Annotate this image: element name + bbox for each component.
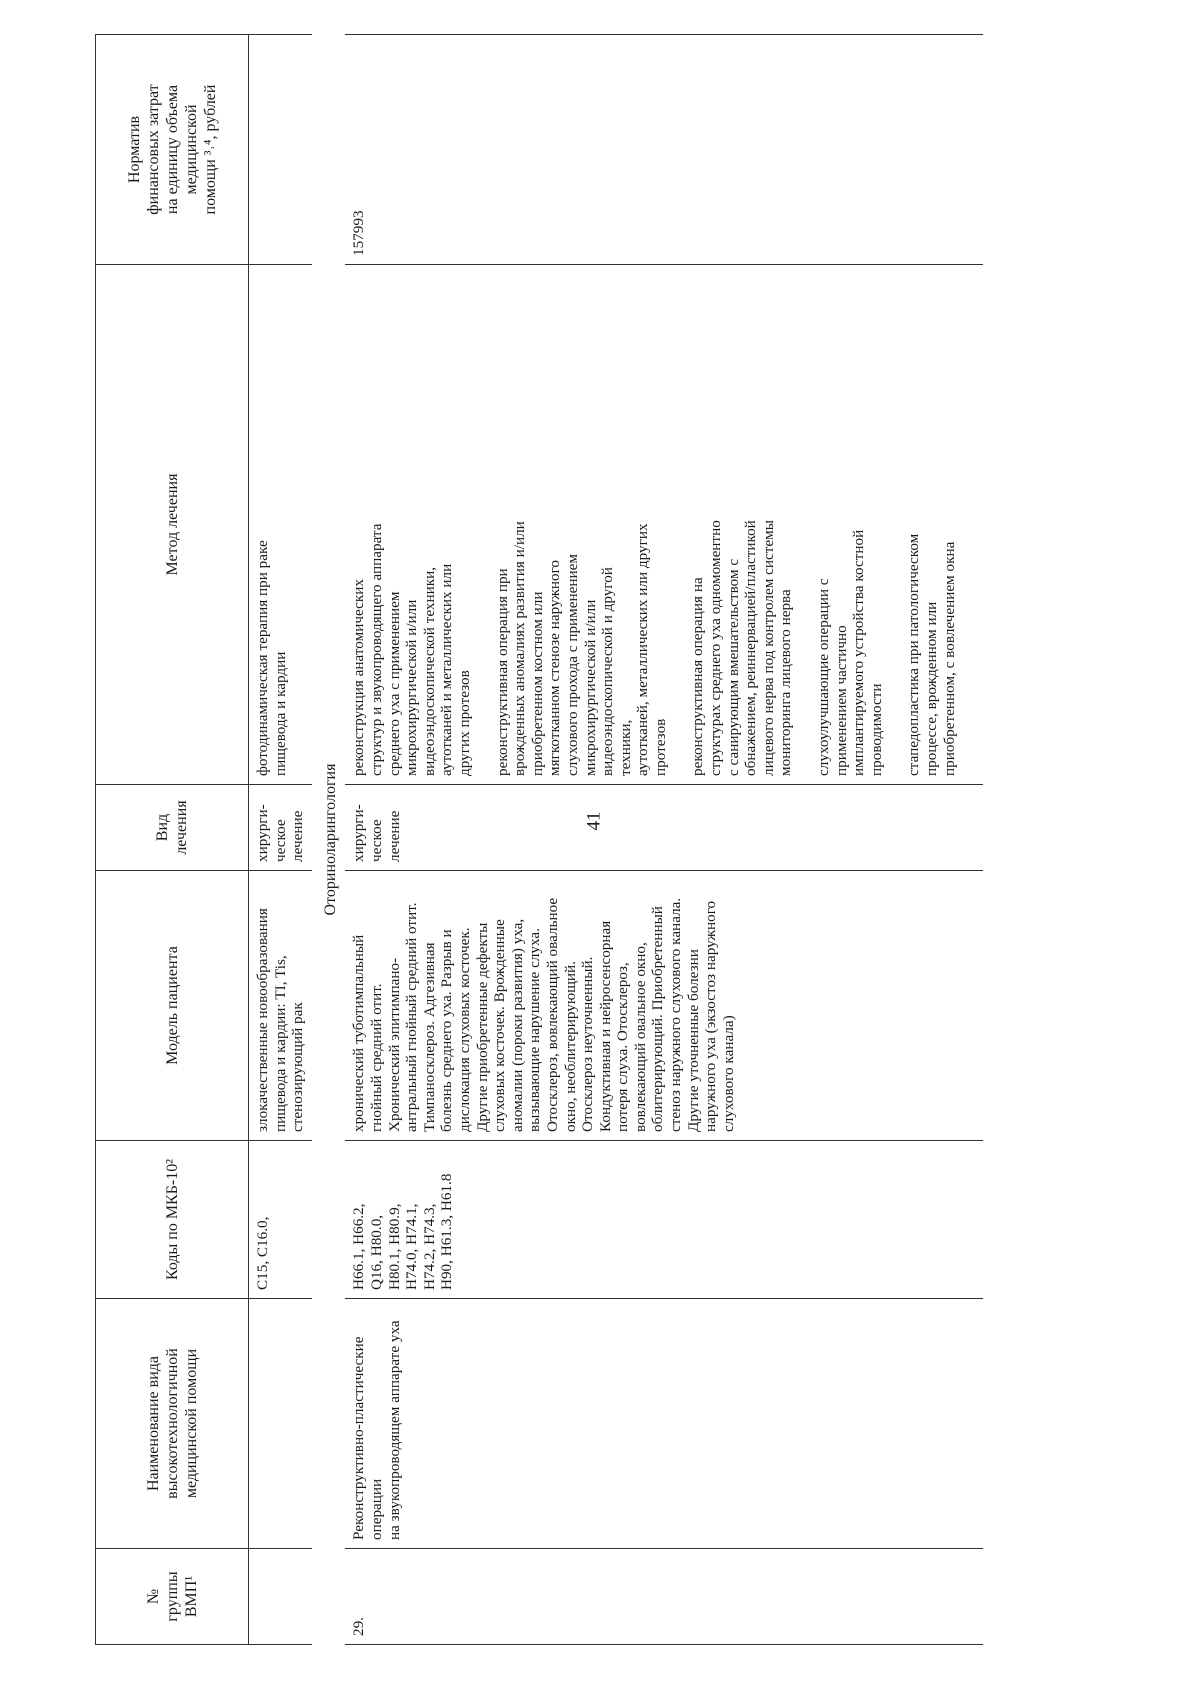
section-row (312, 35, 346, 1645)
method-item: стапедопластика при патологическом процессе, врожденном или приобретенном, с вовлечением окна (905, 533, 958, 776)
header-patient-model: Модель пациента (96, 871, 249, 1141)
header-vmp-name: Наименование вида высокотехнологичной медицинской помощи (96, 1299, 249, 1549)
cell-group-number: 29. (345, 1549, 983, 1645)
cell-treatment-method: фотодинамическая терапия при раке пищевода и кардии (249, 265, 312, 785)
section-title: Оториноларингология (321, 763, 339, 916)
table-row (345, 35, 983, 1645)
cell-treatment-kind: хирурги- ческое лечение (249, 785, 312, 871)
method-item: слухоулучшающие операции с применением частично имплантируемого устройства костной проводимости (815, 529, 885, 776)
table-header-row (96, 35, 249, 1645)
cell-treatment-method (345, 265, 983, 785)
cell-icd-codes: H66.1, H66.2, Q16, H80.0, H80.1, H80.9, H74.0, H74.1, H74.2, H74.3, H90, H61.3, H61.8 (345, 1141, 983, 1299)
header-icd-codes: Коды по МКБ-10² (96, 1141, 249, 1299)
cell-group-number (249, 1549, 312, 1645)
cell-icd-codes: C15, C16.0, (249, 1141, 312, 1299)
rotated-table-region (95, 35, 1200, 1645)
cell-vmp-name: Реконструктивно-пластические операции на звукопроводящем аппарате уха (345, 1299, 983, 1549)
table-row (249, 35, 312, 1645)
method-item: реконструктивная операция при врожденных аномалиях развития и/или приобретенном костном или мягкотканном стенозе наружного слухового прохода с применением микрохирургической и/или видеоэндоскопической и другой техники, аутотканей, металлических или других протезов (493, 521, 669, 776)
cell-cost-norm: 157993 (345, 35, 983, 265)
cell-patient-model: хронический туботимпальный гнойный средний отит. Хронический эпитимпано- антральный гнойный средний отит. Тимпаносклероз. Адгезивная болезнь среднего уха. Разрыв и дислокация слуховых косточек. Другие приобретенные дефекты слуховых косточек. Врожденные аномалии (пороки развития) уха, вызывающие нарушение слуха. Отосклероз, вовлекающий овальное окно, необлитерирующий. Отосклероз неуточненный. Кондуктивная и нейросенсорная потеря слуха. Отосклероз, вовлекающий овальное окно, облитерирующий. Приобретенный стеноз наружного слухового канала. Другие уточненные болезни наружного уха (экзостоз наружного слухового канала) (345, 871, 983, 1141)
header-group-number: № группы ВМП¹ (96, 1549, 249, 1645)
vmp-table (95, 34, 983, 1645)
page-number: 41 (583, 811, 605, 831)
method-item: реконструктивная операция на структурах среднего уха одномоментно с санирующим вмешательством с обнажением, реиннервацией/пластикой лицевого нерва под контролем системы мониторинга лицевого нерва (689, 520, 795, 776)
header-cost-norm: Норматив финансовых затрат на единицу объема медицинской помощи ³˒⁴, рублей (96, 35, 249, 265)
cell-cost-norm (249, 35, 312, 265)
header-treatment-method: Метод лечения (96, 265, 249, 785)
header-treatment-kind: Вид лечения (96, 785, 249, 871)
cell-treatment-kind: хирурги- ческое лечение (345, 785, 983, 871)
cell-patient-model: злокачественные новообразования пищевода и кардии: TI, Tis, стенозирующий рак (249, 871, 312, 1141)
method-item: реконструкция анатомических структур и звукопроводящего аппарата среднего уха с применением микрохирургической и/или видеоэндоскопической техники, аутотканей и металлических или других протезов (350, 523, 473, 776)
cell-vmp-name (249, 1299, 312, 1549)
